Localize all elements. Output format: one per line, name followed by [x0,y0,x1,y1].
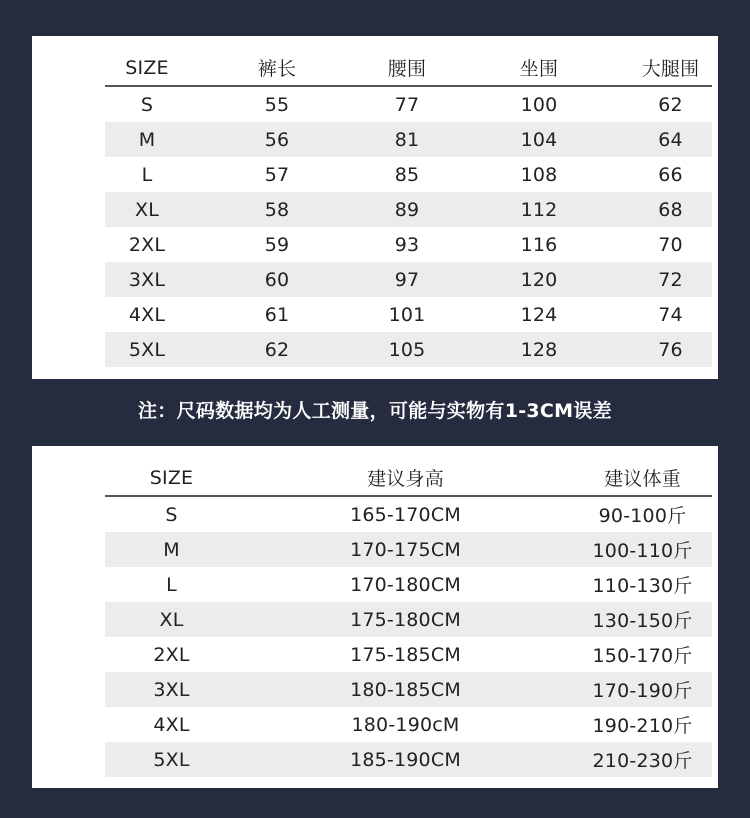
table-row [105,742,712,777]
table-cell: 130-150斤 [573,602,712,637]
table-cell: 105 [365,332,449,367]
table-cell: 116 [520,233,558,256]
table-cell: 5XL [105,332,189,367]
table-cell: 57 [264,163,290,186]
table-row [105,532,712,567]
table-cell: 97 [365,262,449,297]
table-cell: 2XL [128,233,166,256]
table-cell: 150-170斤 [592,645,693,667]
table-cell: 74 [658,303,683,326]
table-row [105,262,712,297]
table-cell: 100-110斤 [573,532,712,567]
recommendation-table [105,460,712,777]
table-cell: 4XL [128,303,166,326]
table-cell: 58 [189,192,365,227]
table-cell: 61 [264,303,290,326]
table-cell: 3XL [105,672,238,707]
table-cell: L [141,163,153,186]
table-cell: 210-230斤 [573,742,712,777]
table-cell: 66 [658,163,683,186]
table-row [105,496,712,532]
table-row [105,672,712,707]
table-cell: 110-130斤 [592,575,693,597]
table-cell: S [165,503,178,526]
measurement-table [105,50,712,367]
table-row [105,192,712,227]
table-cell: 85 [394,163,420,186]
table-cell: 185-190CM [238,742,573,777]
measurement-note: 注：尺码数据均为人工测量，可能与实物有1-3CM误差 [138,400,612,422]
table-cell: 170-180CM [350,573,461,596]
table-header-row [105,50,712,86]
measurement-panel [32,36,718,379]
table-cell: 4XL [153,713,190,736]
column-header: SIZE [105,460,238,496]
table-header-row [105,460,712,496]
table-row [105,227,712,262]
table-cell: 56 [189,122,365,157]
column-header: 建议身高 [238,460,573,496]
table-cell: 104 [449,122,629,157]
table-cell: 100 [520,93,558,116]
column-header: 坐围 [449,50,629,86]
table-cell: XL [105,192,189,227]
table-cell: 180-185CM [238,672,573,707]
table-cell: 64 [629,122,712,157]
table-row [105,567,712,602]
table-row [105,707,712,742]
table-cell: 62 [189,332,365,367]
table-cell: 175-180CM [238,602,573,637]
column-header: 裤长 [189,50,365,86]
table-cell: 108 [520,163,558,186]
table-cell: 2XL [153,643,190,666]
table-cell: 101 [388,303,426,326]
table-cell: 170-175CM [238,532,573,567]
table-cell: 5XL [105,742,238,777]
table-cell: 60 [189,262,365,297]
table-row [105,637,712,672]
table-cell: 90-100斤 [598,505,687,527]
table-cell: 76 [629,332,712,367]
table-cell: 112 [449,192,629,227]
table-row [105,157,712,192]
table-cell: 120 [449,262,629,297]
table-cell: 59 [264,233,290,256]
table-cell: M [105,122,189,157]
table-cell: 124 [520,303,558,326]
table-cell: L [166,573,177,596]
table-cell: 62 [658,93,683,116]
table-cell: 165-170CM [350,503,461,526]
table-cell: 175-185CM [350,643,461,666]
table-row [105,602,712,637]
table-cell: 72 [629,262,712,297]
table-cell: S [140,93,154,116]
table-cell: 55 [264,93,290,116]
table-cell: 128 [449,332,629,367]
table-cell: 89 [365,192,449,227]
table-cell: 81 [365,122,449,157]
table-cell: 170-190斤 [573,672,712,707]
column-header: SIZE [105,50,189,86]
table-cell: 3XL [105,262,189,297]
table-cell: 180-190cM [351,713,460,736]
table-cell: 77 [394,93,420,116]
column-header: 大腿围 [629,50,712,86]
column-header: 腰围 [365,50,449,86]
table-cell: 190-210斤 [592,715,693,737]
table-row [105,297,712,332]
recommendation-panel [32,446,718,788]
table-row [105,122,712,157]
table-row [105,86,712,122]
table-cell: M [105,532,238,567]
table-cell: 68 [629,192,712,227]
table-row [105,332,712,367]
table-cell: 70 [658,233,683,256]
table-cell: 93 [394,233,420,256]
table-cell: XL [105,602,238,637]
column-header: 建议体重 [573,460,712,496]
